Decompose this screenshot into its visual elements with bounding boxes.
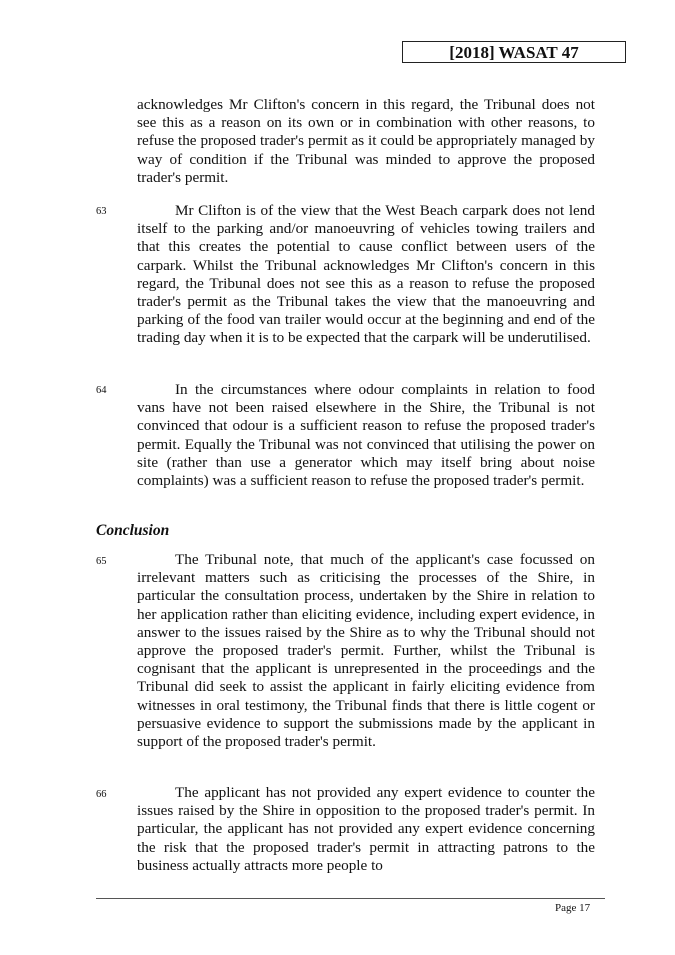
section-heading: Conclusion <box>96 522 170 539</box>
paragraph-number-66: 66 <box>96 789 107 800</box>
paragraph-66: The applicant has not provided any expert evidence to counter the issues raised by the Shire in opposition to the proposed trader's permit. In particular, the applicant has not provided any expert evidence concerning the risk that the proposed trader's permit in attracting patrons to the business actually attracts more people to <box>137 784 595 874</box>
paragraph-65: The Tribunal note, that much of the applicant's case focussed on irrelevant matters such as criticising the processes of the Shire, in particular the consultation process, undertaken by the Shire in relation to her application rather than eliciting evidence, including expert evidence, in answer to the issues raised by the Shire as to why the Tribunal should not approve the proposed trader's permit. Further, whilst the Tribunal is cognisant that the applicant is unrepresented in the proceedings and the Tribunal did seek to assist the applicant in fairly eliciting evidence from witnesses in oral testimony, the Tribunal finds that there is little cogent or persuasive evidence to support the submissions made by the applicant in support of the proposed trader's permit. <box>137 551 595 751</box>
intro-paragraph: acknowledges Mr Clifton's concern in this regard, the Tribunal does not see this as a reason on its own or in combination with other reasons, to refuse the proposed trader's permit as it could be appropriately managed by way of condition if the Tribunal was minded to approve the proposed trader's permit. <box>137 96 595 186</box>
page-number: Page 17 <box>555 902 591 914</box>
paragraph-64: In the circumstances where odour complaints in relation to food vans have not been raised elsewhere in the Shire, the Tribunal is not convinced that odour is a sufficient reason to refuse the proposed trader's permit. Equally the Tribunal was not convinced that utilising the power on site (rather than use a generator which may itself bring about noise complaints) was a sufficient reason to refuse the proposed trader's permit. <box>137 381 595 490</box>
paragraph-number-63: 63 <box>96 206 107 217</box>
paragraph-63: Mr Clifton is of the view that the West Beach carpark does not lend itself to the parking and/or manoeuvring of vehicles towing trailers and that this creates the potential to cause conflict between users of the carpark. Whilst the Tribunal acknowledges Mr Clifton's concern in this regard, the Tribunal does not see this as a reason to refuse the proposed trader's permit as the Tribunal takes the view that the manoeuvring and parking of the food van trailer would occur at the beginning and end of the trading day when it is to be expected that the carpark will be underutilised. <box>137 202 595 347</box>
citation-box: [2018] WASAT 47 <box>402 41 626 63</box>
footer-rule <box>96 898 605 899</box>
paragraph-number-65: 65 <box>96 556 107 567</box>
paragraph-number-64: 64 <box>96 385 107 396</box>
